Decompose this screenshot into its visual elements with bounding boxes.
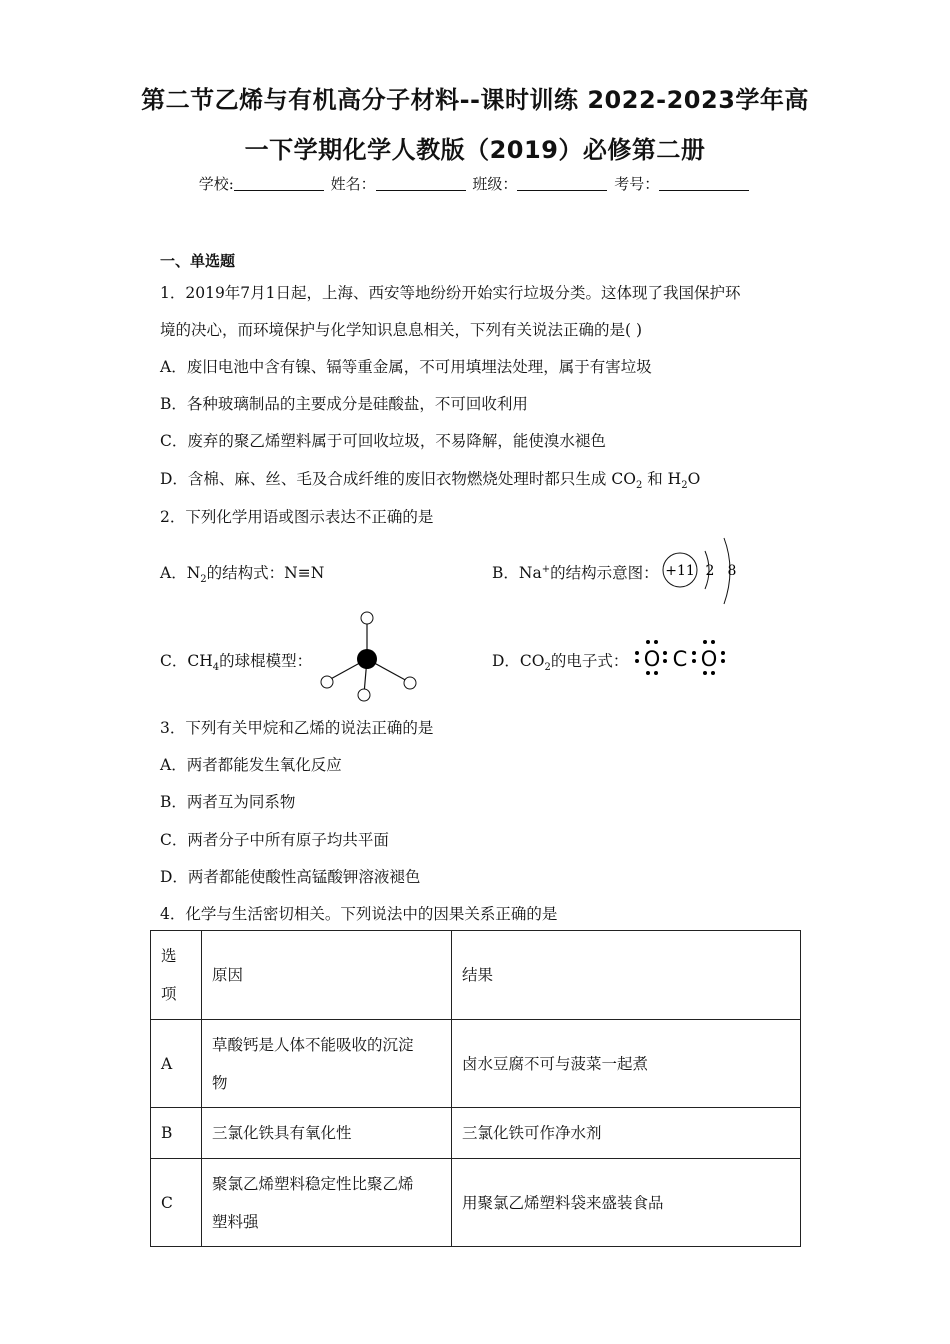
table-row (151, 1108, 801, 1159)
q1-option-a: A．废旧电池中含有镍、镉等重金属，不可用填埋法处理，属于有害垃圾 (160, 358, 652, 376)
row-result: 用聚氯乙烯塑料袋来盛装食品 (452, 1159, 801, 1247)
row-option: C (151, 1159, 202, 1247)
co2-electron-formula (632, 638, 732, 678)
q2-a-text: A．N (160, 564, 201, 582)
hydrogen-atom (404, 677, 416, 689)
document-title-line-2: 一下学期化学人教版（2019）必修第二册 (244, 136, 706, 164)
q2-d-text: D．CO (492, 652, 545, 670)
exam-number-blank[interactable] (659, 176, 749, 191)
q2-d-sub: 2 (544, 662, 551, 674)
hydrogen-atom (361, 612, 373, 624)
q2-option-d (492, 649, 628, 673)
q1-d-sub1: 2 (635, 480, 643, 492)
name-label: 姓名： (330, 175, 376, 193)
row-cause: 三氯化铁具有氧化性 (202, 1108, 452, 1159)
q2-a-sub: 2 (200, 574, 207, 586)
class-label: 班级： (472, 175, 518, 193)
sodium-ion-structure-diagram (660, 536, 750, 608)
table-header-row (151, 931, 801, 1020)
q1-option-c: C．废弃的聚乙烯塑料属于可回收垃圾，不易降解，能使溴水褪色 (160, 432, 606, 450)
q2-b-post: 的结构示意图： (550, 564, 659, 582)
q2-d-post: 的电子式： (550, 652, 629, 670)
oxygen-atom-right: O (700, 647, 718, 671)
q2-c-post: 的球棍模型： (219, 652, 313, 670)
q2-a-post: 的结构式：N≡N (206, 564, 325, 582)
q4-stem: 4．化学与生活密切相关。下列说法中的因果关系正确的是 (160, 905, 558, 923)
q2-option-a (160, 561, 324, 585)
header-result: 结果 (452, 931, 801, 1020)
q3-stem: 3．下列有关甲烷和乙烯的说法正确的是 (160, 719, 434, 737)
q2-b-text: B．Na (492, 564, 542, 582)
school-label: 学校: (198, 175, 234, 193)
q1-d-text: D．含棉、麻、丝、毛及合成纤维的废旧衣物燃烧处理时都只生成 CO (160, 470, 636, 488)
q4-cause-effect-table (150, 930, 801, 1247)
section-heading: 一、单选题 (160, 252, 236, 270)
q1-d-sub2: 2 (681, 480, 688, 492)
q1-option-d (160, 467, 700, 491)
carbon-atom (357, 649, 377, 669)
q2-c-sub: 4 (212, 662, 220, 674)
row-result: 三氯化铁可作净水剂 (452, 1108, 801, 1159)
row-cause: 草酸钙是人体不能吸收的沉淀 物 (202, 1020, 452, 1108)
q1-option-b: B．各种玻璃制品的主要成分是硅酸盐，不可回收利用 (160, 395, 528, 413)
hydrogen-atom (321, 676, 333, 688)
q3-option-d: D．两者都能使酸性高锰酸钾溶液褪色 (160, 868, 421, 886)
q1-d-mid: 和 H (642, 470, 682, 488)
class-blank[interactable] (517, 176, 607, 191)
document-title-line-1: 第二节乙烯与有机高分子材料--课时训练 2022-2023学年高 (141, 86, 809, 114)
oxygen-atom-left: O (643, 647, 661, 671)
table-row (151, 1020, 801, 1108)
exam-number-label: 考号： (614, 175, 660, 193)
q1-d-post: O (687, 470, 701, 488)
q2-b-sup: + (541, 563, 551, 575)
q2-c-text: C．CH (160, 652, 213, 670)
methane-ball-stick-model (315, 608, 425, 704)
row-option: B (151, 1108, 202, 1159)
q3-option-a: A．两者都能发生氧化反应 (160, 756, 342, 774)
q2-option-c (160, 649, 312, 673)
q1-stem-line-1: 1．2019年7月1日起，上海、西安等地纷纷开始实行垃圾分类。这体现了我国保护环 (160, 284, 741, 302)
row-result: 卤水豆腐不可与菠菜一起煮 (452, 1020, 801, 1108)
student-info-row (0, 173, 950, 194)
hydrogen-atom (358, 689, 370, 701)
q1-stem-line-2: 境的决心，而环境保护与化学知识息息相关，下列有关说法正确的是( ) (160, 321, 643, 339)
nucleus-charge: +11 (665, 563, 695, 579)
row-cause: 聚氯乙烯塑料稳定性比聚乙烯 塑料强 (202, 1159, 452, 1247)
q2-stem: 2．下列化学用语或图示表达不正确的是 (160, 508, 434, 526)
row-option: A (151, 1020, 202, 1108)
school-blank[interactable] (234, 176, 324, 191)
q3-option-b: B．两者互为同系物 (160, 793, 296, 811)
q2-option-b (492, 561, 659, 583)
table-row (151, 1159, 801, 1247)
name-blank[interactable] (376, 176, 466, 191)
shell-2-electrons: 8 (727, 563, 737, 579)
shell-1-electrons: 2 (705, 563, 715, 579)
carbon-atom: C (672, 647, 688, 671)
header-cause: 原因 (202, 931, 452, 1020)
q3-option-c: C．两者分子中所有原子均共平面 (160, 831, 389, 849)
header-option: 选 项 (151, 931, 202, 1020)
